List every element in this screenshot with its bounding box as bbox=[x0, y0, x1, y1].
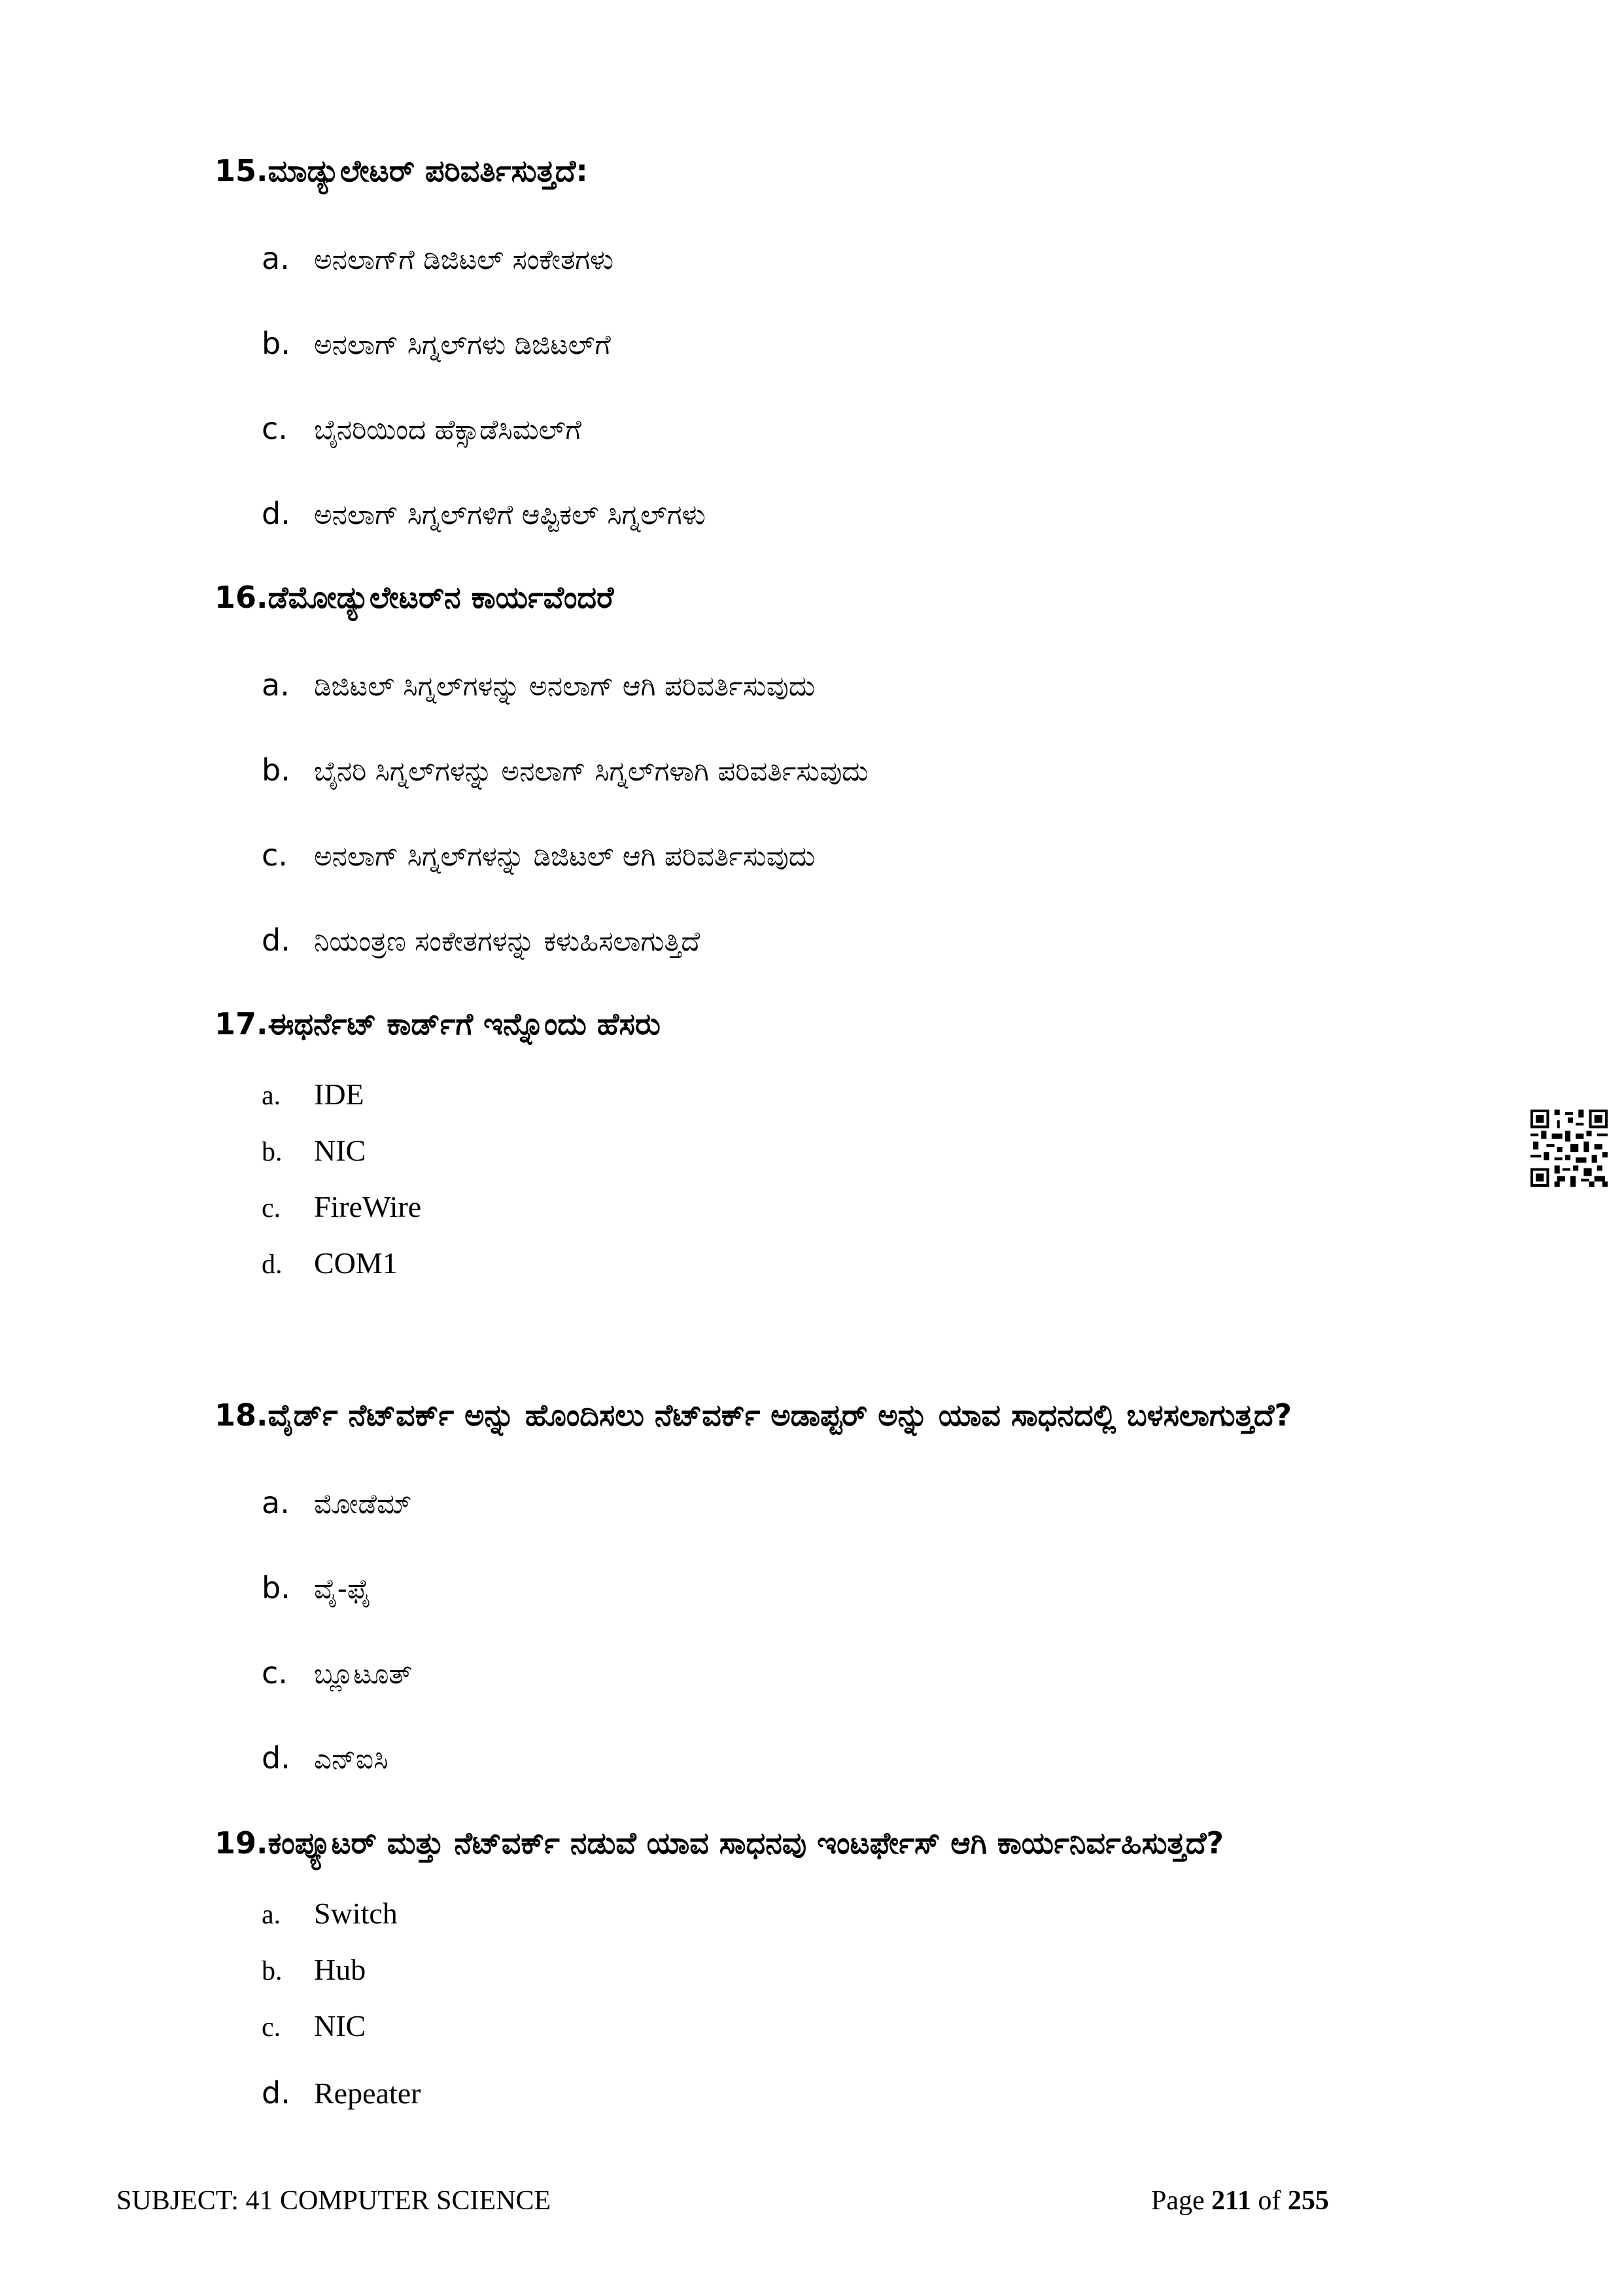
option-16c[interactable] bbox=[262, 837, 816, 873]
option-text: ಬೈನರಿಯಿಂದ ಹೆಕ್ಸಾಡೆಸಿಮಲ್‌ಗೆ bbox=[314, 413, 581, 446]
option-17a[interactable] bbox=[262, 1079, 364, 1110]
option-letter: b. bbox=[262, 1570, 290, 1605]
option-letter: a. bbox=[262, 1900, 281, 1930]
option-letter: a. bbox=[262, 667, 290, 703]
option-text: ವೈ-ಫೈ bbox=[314, 1573, 371, 1605]
option-letter: c. bbox=[262, 2012, 281, 2042]
footer-page-number bbox=[1151, 2185, 1329, 2216]
option-letter: d. bbox=[262, 922, 290, 958]
question-number: 18. bbox=[215, 1397, 268, 1433]
question-number: 17. bbox=[215, 1006, 268, 1042]
option-19a[interactable] bbox=[262, 1899, 398, 1929]
option-17c[interactable] bbox=[262, 1192, 421, 1222]
page-prefix: Page bbox=[1151, 2186, 1205, 2216]
option-text: ಬ್ಲೂಟೂತ್ bbox=[314, 1658, 413, 1690]
option-letter: d. bbox=[262, 2075, 290, 2111]
question-15 bbox=[215, 153, 588, 188]
option-16a[interactable] bbox=[262, 667, 816, 703]
page-of: of bbox=[1258, 2186, 1281, 2216]
option-letter: b. bbox=[262, 326, 290, 361]
question-number: 15. bbox=[215, 153, 268, 188]
option-text: ನಿಯಂತ್ರಣ ಸಂಕೇತಗಳನ್ನು ಕಳುಹಿಸಲಾಗುತ್ತಿದೆ bbox=[314, 925, 700, 957]
page-current: 211 bbox=[1211, 2186, 1251, 2216]
option-text: ಅನಲಾಗ್ ಸಿಗ್ನಲ್‌ಗಳು ಡಿಜಿಟಲ್‌ಗೆ bbox=[314, 328, 611, 360]
option-17b[interactable] bbox=[262, 1136, 366, 1166]
option-text: ಮೋಡೆಮ್ bbox=[314, 1488, 412, 1520]
option-18b[interactable] bbox=[262, 1570, 371, 1605]
option-19d[interactable] bbox=[262, 2075, 421, 2111]
option-18a[interactable] bbox=[262, 1485, 412, 1520]
question-text: ಮಾಡ್ಯುಲೇಟರ್ ಪರಿವರ್ತಿಸುತ್ತದೆ: bbox=[268, 153, 588, 188]
option-letter: b. bbox=[262, 1956, 283, 1986]
question-text: ವೈರ್ಡ್ ನೆಟ್‌ವರ್ಕ್ ಅನ್ನು ಹೊಂದಿಸಲು ನೆಟ್‌ವರ್ಕ್ ಅಡಾಪ್ಟರ್ ಅನ್ನು ಯಾವ ಸಾಧನದಲ್ಲಿ ಬಳಸಲಾಗುತ್ತದೆ? bbox=[268, 1397, 1292, 1433]
option-15a[interactable] bbox=[262, 241, 614, 276]
question-16 bbox=[215, 580, 614, 615]
question-number: 19. bbox=[215, 1825, 268, 1861]
option-letter: a. bbox=[262, 1485, 290, 1520]
option-text: NIC bbox=[314, 1134, 366, 1167]
question-text: ಡೆಮೋಡ್ಯುಲೇಟರ್‌ನ ಕಾರ್ಯವೆಂದರೆ bbox=[268, 580, 614, 615]
option-text: ಅನಲಾಗ್‌ಗೆ ಡಿಜಿಟಲ್ ಸಂಕೇತಗಳು bbox=[314, 243, 614, 275]
option-letter: a. bbox=[262, 1081, 281, 1111]
option-15c[interactable] bbox=[262, 413, 581, 444]
option-text: IDE bbox=[314, 1077, 364, 1111]
option-letter: c. bbox=[262, 837, 288, 873]
option-letter: c. bbox=[262, 1655, 288, 1691]
option-15d[interactable] bbox=[262, 496, 706, 531]
option-text: ಡಿಜಿಟಲ್ ಸಿಗ್ನಲ್‌ಗಳನ್ನು ಅನಲಾಗ್ ಆಗಿ ಪರಿವರ್ತಿಸುವುದು bbox=[314, 670, 816, 702]
option-text: Repeater bbox=[314, 2076, 421, 2110]
option-text: NIC bbox=[314, 2009, 366, 2042]
option-19c[interactable] bbox=[262, 2011, 366, 2041]
option-letter: d. bbox=[262, 1250, 283, 1280]
option-18c[interactable] bbox=[262, 1655, 413, 1691]
option-letter: a. bbox=[262, 241, 290, 276]
question-text: ಈಥರ್ನೆಟ್ ಕಾರ್ಡ್‌ಗೆ ಇನ್ನೊಂದು ಹೆಸರು bbox=[268, 1006, 661, 1042]
option-text: COM1 bbox=[314, 1246, 398, 1280]
option-text: ಬೈನರಿ ಸಿಗ್ನಲ್‌ಗಳನ್ನು ಅನಲಾಗ್ ಸಿಗ್ನಲ್‌ಗಳಾಗಿ ಪರಿವರ್ತಿಸುವುದು bbox=[314, 755, 869, 787]
option-text: Hub bbox=[314, 1953, 366, 1986]
option-15b[interactable] bbox=[262, 328, 611, 359]
qr-code-icon bbox=[1530, 1110, 1608, 1187]
option-letter: c. bbox=[262, 411, 288, 446]
option-text: ಎನ್ಐಸಿ bbox=[314, 1743, 389, 1775]
page-total: 255 bbox=[1287, 2186, 1329, 2216]
footer-subject: SUBJECT: 41 COMPUTER SCIENCE bbox=[116, 2186, 551, 2216]
option-letter: d. bbox=[262, 496, 290, 531]
question-18 bbox=[215, 1397, 1292, 1433]
question-text: ಕಂಪ್ಯೂಟರ್ ಮತ್ತು ನೆಟ್‌ವರ್ಕ್ ನಡುವೆ ಯಾವ ಸಾಧನವು ಇಂಟರ್ಫೇಸ್ ಆಗಿ ಕಾರ್ಯನಿರ್ವಹಿಸುತ್ತದೆ? bbox=[268, 1825, 1224, 1861]
question-19 bbox=[215, 1825, 1224, 1861]
option-text: ಅನಲಾಗ್ ಸಿಗ್ನಲ್‌ಗಳಿಗೆ ಆಪ್ಟಿಕಲ್ ಸಿಗ್ನಲ್‌ಗಳು bbox=[314, 499, 706, 531]
option-letter: d. bbox=[262, 1740, 290, 1776]
option-text: ಅನಲಾಗ್ ಸಿಗ್ನಲ್‌ಗಳನ್ನು ಡಿಜಿಟಲ್ ಆಗಿ ಪರಿವರ್ತಿಸುವುದು bbox=[314, 840, 816, 872]
option-17d[interactable] bbox=[262, 1248, 398, 1278]
option-text: Switch bbox=[314, 1897, 398, 1930]
option-18d[interactable] bbox=[262, 1740, 389, 1776]
option-16d[interactable] bbox=[262, 922, 700, 958]
option-text: FireWire bbox=[314, 1190, 422, 1223]
option-letter: b. bbox=[262, 1137, 283, 1167]
option-letter: b. bbox=[262, 752, 290, 788]
option-letter: c. bbox=[262, 1193, 281, 1223]
option-19b[interactable] bbox=[262, 1955, 366, 1985]
question-number: 16. bbox=[215, 580, 268, 615]
option-16b[interactable] bbox=[262, 752, 869, 788]
question-17 bbox=[215, 1006, 661, 1042]
